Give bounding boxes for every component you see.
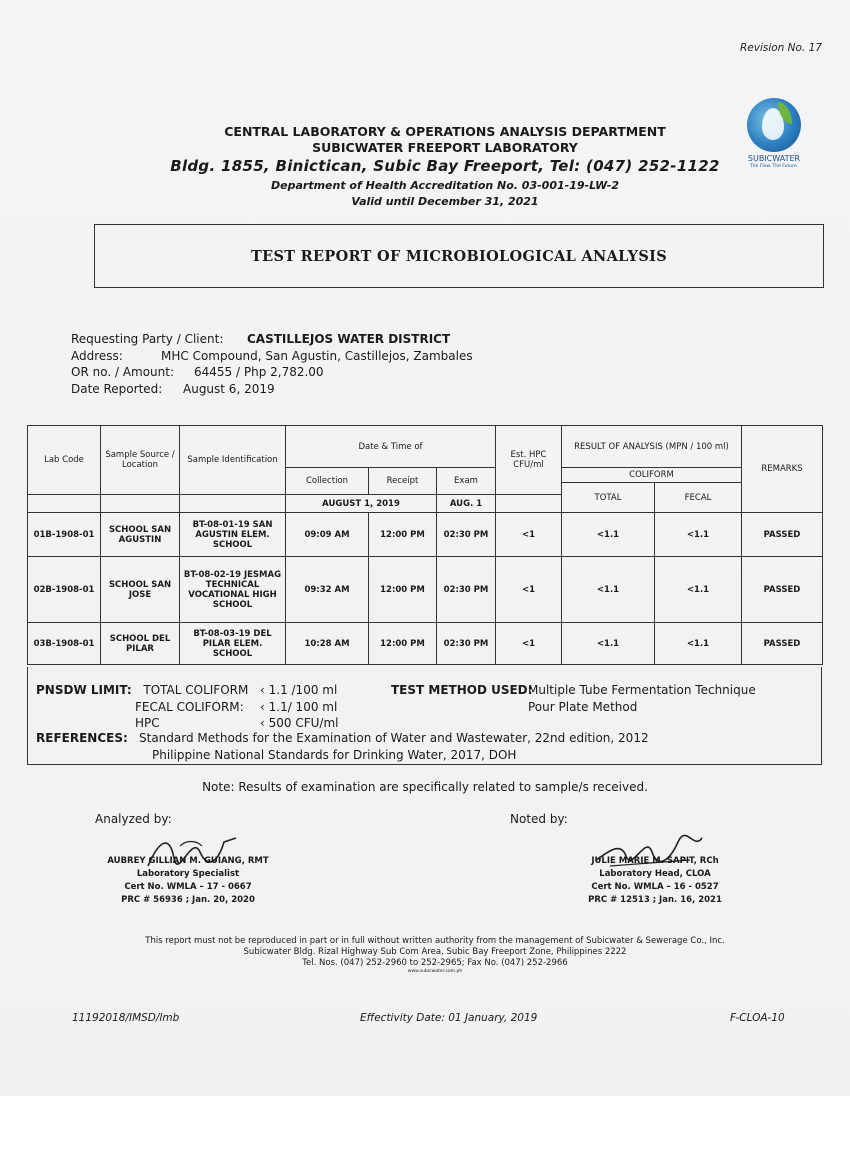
analyst-name: AUBREY GILLIAN M. GUIANG, RMT (107, 856, 269, 866)
references-label: REFERENCES: (36, 731, 128, 745)
lab-code: 02B-1908-01 (28, 557, 101, 623)
header-coliform: COLIFORM (562, 468, 742, 483)
document-code: 11192018/IMSD/lmb (72, 1012, 180, 1024)
lab-head-position: Laboratory Head, CLOA (599, 869, 711, 879)
header-fecal: FECAL (655, 483, 742, 513)
remarks: PASSED (742, 557, 823, 623)
lab-code: 03B-1908-01 (28, 623, 101, 665)
total-coliform: <1.1 (562, 623, 655, 665)
header-exam: Exam (437, 468, 496, 495)
client-label: Requesting Party / Client: (71, 332, 224, 346)
header-sample-source: Sample Source / Location (101, 426, 180, 495)
header-result: RESULT OF ANALYSIS (MPN / 100 ml) (562, 426, 742, 468)
noted-by-label: Noted by: (510, 812, 568, 826)
analyst-position: Laboratory Specialist (136, 869, 240, 879)
header-date-time: Date & Time of (286, 426, 496, 468)
client-address: MHC Compound, San Agustin, Castillejos, Zambales (161, 348, 473, 363)
exam-date: AUG. 1 (437, 495, 496, 513)
footer-line-3: Tel. Nos. (047) 252-2960 to 252-2965; Fax No. (047) 252-2966 (302, 958, 568, 968)
report-title-box (94, 224, 824, 288)
remarks: PASSED (742, 513, 823, 557)
fecal-coliform: <1.1 (655, 623, 742, 665)
test-method-label: TEST METHOD USED: (391, 683, 533, 697)
lab-head-signature-block (555, 855, 755, 907)
sample-source: SCHOOL DEL PILAR (101, 623, 180, 665)
fecal-coliform: <1.1 (655, 513, 742, 557)
effectivity-date: Effectivity Date: 01 January, 2019 (360, 1012, 538, 1024)
exam-time: 02:30 PM (437, 623, 496, 665)
scan-margin (0, 1096, 850, 1170)
subicwater-logo (738, 98, 810, 188)
total-coliform: <1.1 (562, 513, 655, 557)
table-row (28, 557, 823, 623)
footer-disclaimer (60, 936, 810, 975)
collection-time: 10:28 AM (286, 623, 369, 665)
or-amount: 64455 / Php 2,782.00 (194, 365, 324, 379)
accreditation-number: Department of Health Accreditation No. 03-001-19-LW-2 (271, 179, 619, 192)
analyst-prc: PRC # 56936 ; Jan. 20, 2020 (121, 895, 255, 905)
reference-2: Philippine National Standards for Drinking Water, 2017, DOH (152, 748, 517, 762)
fecal-coliform-limit: ‹ 1.1/ 100 ml (260, 700, 338, 714)
laboratory-address: Bldg. 1855, Binictican, Subic Bay Freeport, Tel: (047) 252-1122 (170, 157, 720, 175)
exam-time: 02:30 PM (437, 513, 496, 557)
footer-website: www.subicwater.com.ph (407, 969, 463, 974)
header-remarks: REMARKS (742, 426, 823, 513)
results-note: Note: Results of examination are specifically related to sample/s received. (202, 780, 648, 794)
revision-number: Revision No. 17 (739, 42, 822, 54)
receipt-time: 12:00 PM (369, 557, 437, 623)
pnsdw-limit-label: PNSDW LIMIT: (36, 683, 132, 697)
fecal-coliform-limit-label: FECAL COLIFORM: (135, 700, 244, 714)
hpc-value: <1 (496, 557, 562, 623)
table-row (28, 513, 823, 557)
fecal-coliform: <1.1 (655, 557, 742, 623)
header-lab-code: Lab Code (28, 426, 101, 495)
or-label: OR no. / Amount: (71, 365, 175, 379)
lab-head-name: JULIE MARIE M. SAPIT, RCh (591, 856, 719, 866)
test-method-2: Pour Plate Method (528, 700, 638, 714)
reference-1: Standard Methods for the Examination of Water and Wastewater, 22nd edition, 2012 (139, 731, 649, 745)
logo-wordmark: SUBICWATER (747, 154, 801, 163)
header-collection: Collection (286, 468, 369, 495)
report-title: TEST REPORT OF MICROBIOLOGICAL ANALYSIS (251, 247, 667, 265)
hpc-value: <1 (496, 623, 562, 665)
total-coliform-limit: ‹ 1.1 /100 ml (260, 683, 338, 697)
receipt-time: 12:00 PM (369, 513, 437, 557)
footer-line-1: This report must not be reproduced in part or in full without written authority from the management of Subicwater & Sewerage Co., Inc. (145, 936, 725, 946)
form-number: F-CLOA-10 (730, 1012, 785, 1024)
sample-identification: BT-08-01-19 SAN AGUSTIN ELEM. SCHOOL (180, 513, 286, 557)
header-total: TOTAL (562, 483, 655, 513)
collection-date: AUGUST 1, 2019 (286, 495, 437, 513)
logo-tagline: The Flow. The Future. (749, 164, 799, 169)
total-coliform: <1.1 (562, 557, 655, 623)
collection-time: 09:32 AM (286, 557, 369, 623)
lab-head-prc: PRC # 12513 ; Jan. 16, 2021 (588, 895, 722, 905)
header-sample-identification: Sample Identification (180, 426, 286, 495)
sample-source: SCHOOL SAN JOSE (101, 557, 180, 623)
department-name: CENTRAL LABORATORY & OPERATIONS ANALYSIS DEPARTMENT (224, 124, 666, 139)
sample-identification: BT-08-02-19 JESMAG TECHNICAL VOCATIONAL HIGH SCHOOL (180, 557, 286, 623)
analyzed-by-label: Analyzed by: (95, 812, 172, 826)
total-coliform-limit-label: TOTAL COLIFORM (143, 683, 249, 697)
analyst-signature-block (88, 855, 288, 907)
date-reported-label: Date Reported: (71, 381, 163, 396)
sample-source: SCHOOL SAN AGUSTIN (101, 513, 180, 557)
lab-head-cert: Cert No. WMLA – 16 - 0527 (591, 882, 719, 892)
laboratory-name: SUBICWATER FREEPORT LABORATORY (312, 140, 578, 155)
hpc-limit-label: HPC (135, 716, 160, 730)
table-row (28, 623, 823, 665)
lab-code: 01B-1908-01 (28, 513, 101, 557)
accreditation-validity: Valid until December 31, 2021 (351, 195, 539, 208)
analyst-cert: Cert No. WMLA – 17 - 0667 (124, 882, 252, 892)
exam-time: 02:30 PM (437, 557, 496, 623)
footer-line-2: Subicwater Bldg. Rizal Highway Sub Com Area, Subic Bay Freeport Zone, Philippines 2222 (243, 947, 627, 957)
collection-time: 09:09 AM (286, 513, 369, 557)
hpc-value: <1 (496, 513, 562, 557)
date-reported: August 6, 2019 (183, 381, 275, 396)
sample-identification: BT-08-03-19 DEL PILAR ELEM. SCHOOL (180, 623, 286, 665)
header-receipt: Receipt (369, 468, 437, 495)
results-table (27, 425, 823, 665)
header-hpc: Est. HPC CFU/ml (496, 426, 562, 495)
address-label: Address: (71, 348, 123, 363)
receipt-time: 12:00 PM (369, 623, 437, 665)
hpc-limit: ‹ 500 CFU/ml (260, 716, 339, 730)
test-method-1: Multiple Tube Fermentation Technique (528, 683, 756, 697)
client-name: CASTILLEJOS WATER DISTRICT (247, 332, 451, 346)
client-details (71, 331, 473, 397)
remarks: PASSED (742, 623, 823, 665)
limits-box (27, 667, 822, 765)
